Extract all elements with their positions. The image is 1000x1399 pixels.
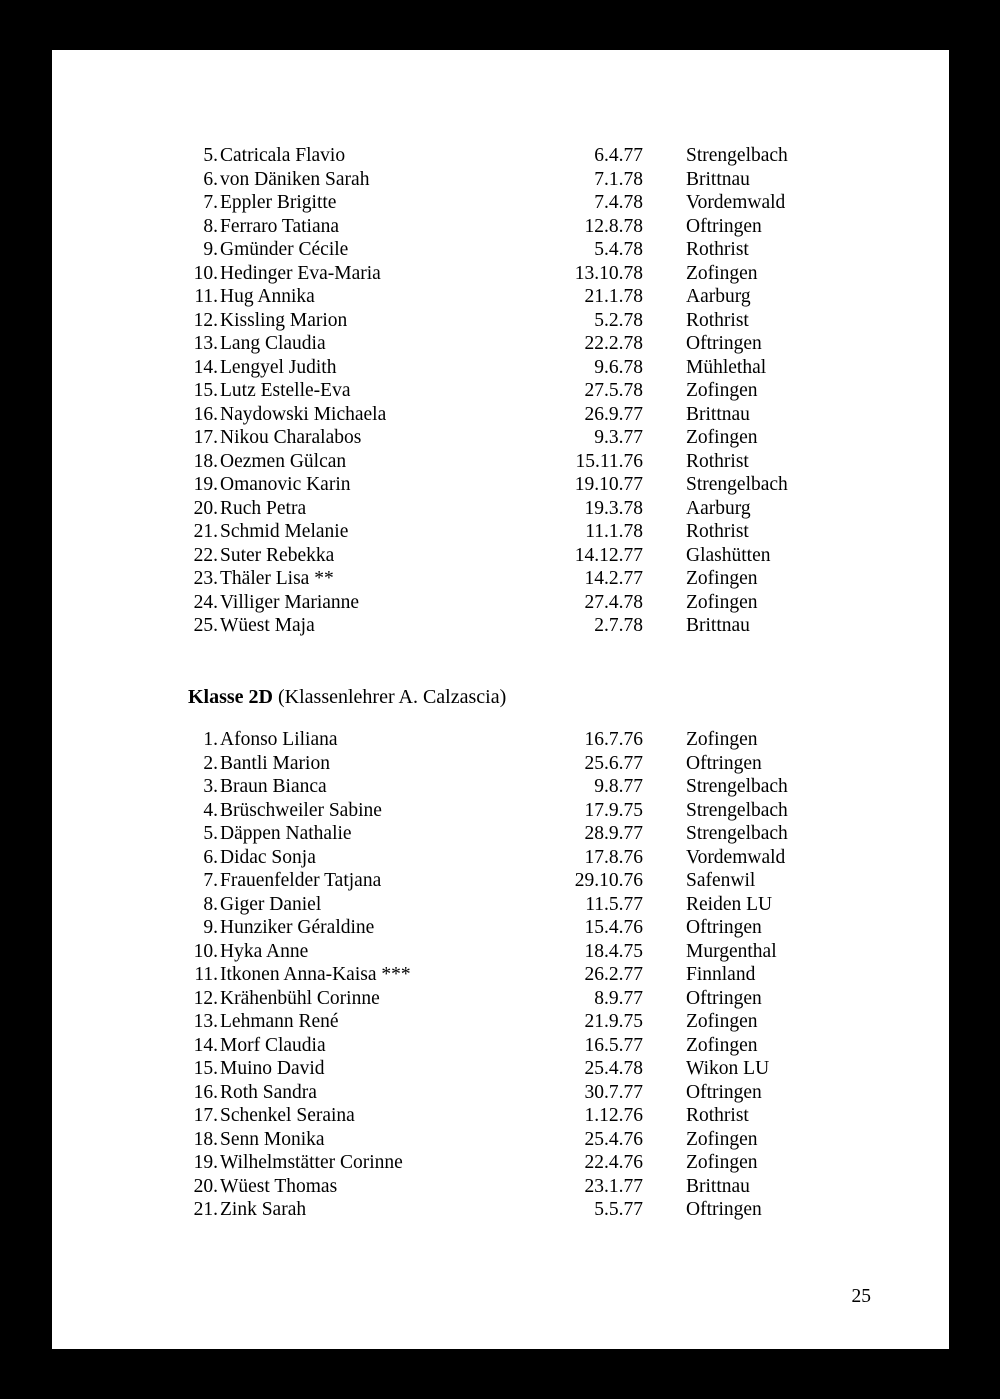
list-item xyxy=(52,473,949,497)
item-number: 9. xyxy=(203,239,218,260)
item-number: 14. xyxy=(193,356,218,378)
birth-date: 26.9.77 xyxy=(584,403,643,425)
list-item xyxy=(52,893,949,917)
student-name: Brüschweiler Sabine xyxy=(220,799,382,821)
student-name: Nikou Charalabos xyxy=(220,427,362,448)
list-item xyxy=(52,426,949,450)
birth-date: 5.4.78 xyxy=(594,239,643,260)
list-item xyxy=(52,215,949,239)
item-number: 20. xyxy=(193,1175,218,1197)
hometown: Zofingen xyxy=(686,427,758,448)
hometown: Vordemwald xyxy=(686,192,786,213)
hometown: Strengelbach xyxy=(686,823,788,844)
list-item xyxy=(52,262,949,286)
list-item xyxy=(52,963,949,987)
list-item xyxy=(52,1128,949,1152)
list-item xyxy=(52,775,949,799)
hometown: Aarburg xyxy=(686,286,751,307)
student-name: Lehmann René xyxy=(220,1011,339,1032)
hometown: Rothrist xyxy=(686,309,749,331)
student-name: Hug Annika xyxy=(220,286,315,307)
birth-date: 7.4.78 xyxy=(594,192,643,213)
item-number: 10. xyxy=(193,940,218,962)
item-number: 7. xyxy=(203,870,218,891)
student-name: Hyka Anne xyxy=(220,940,309,962)
birth-date: 17.9.75 xyxy=(584,799,643,821)
hometown: Strengelbach xyxy=(686,145,788,166)
birth-date: 13.10.78 xyxy=(574,262,643,284)
student-name: Frauenfelder Tatjana xyxy=(220,870,382,891)
birth-date: 21.9.75 xyxy=(584,1011,643,1032)
hometown: Strengelbach xyxy=(686,799,788,821)
birth-date: 16.5.77 xyxy=(584,1034,643,1056)
birth-date: 5.5.77 xyxy=(594,1199,643,1220)
hometown: Murgenthal xyxy=(686,940,777,962)
item-number: 15. xyxy=(193,1058,218,1079)
student-name: Didac Sonja xyxy=(220,846,316,868)
student-name: Lutz Estelle-Eva xyxy=(220,380,351,401)
hometown: Zofingen xyxy=(686,729,758,750)
hometown: Strengelbach xyxy=(686,474,788,495)
student-name: Omanovic Karin xyxy=(220,474,351,495)
hometown: Oftringen xyxy=(686,987,762,1009)
list-item xyxy=(52,822,949,846)
document-page xyxy=(52,50,949,1349)
student-name: Naydowski Michaela xyxy=(220,403,387,425)
birth-date: 7.1.78 xyxy=(594,168,643,190)
hometown: Zofingen xyxy=(686,568,758,589)
list-item xyxy=(52,191,949,215)
item-number: 18. xyxy=(193,1128,218,1150)
hometown: Zofingen xyxy=(686,591,758,613)
list-item xyxy=(52,1010,949,1034)
birth-date: 21.1.78 xyxy=(584,286,643,307)
item-number: 13. xyxy=(193,333,218,354)
list-item xyxy=(52,1151,949,1175)
section-heading xyxy=(188,686,506,709)
hometown: Zofingen xyxy=(686,1128,758,1150)
item-number: 13. xyxy=(193,1011,218,1032)
student-name: Zink Sarah xyxy=(220,1199,307,1220)
item-number: 12. xyxy=(193,309,218,331)
item-number: 4. xyxy=(203,799,218,821)
hometown: Brittnau xyxy=(686,1175,750,1197)
student-name: Roth Sandra xyxy=(220,1081,317,1103)
list-item xyxy=(52,238,949,262)
list-item xyxy=(52,379,949,403)
student-name: Ferraro Tatiana xyxy=(220,215,340,237)
item-number: 5. xyxy=(203,823,218,844)
student-name: Wüest Maja xyxy=(220,615,315,636)
list-item xyxy=(52,497,949,521)
student-list-1 xyxy=(52,144,949,638)
list-item xyxy=(52,1104,949,1128)
student-name: Itkonen Anna-Kaisa *** xyxy=(220,964,411,985)
item-number: 11. xyxy=(194,964,218,985)
item-number: 2. xyxy=(203,752,218,774)
student-name: Villiger Marianne xyxy=(220,591,360,613)
hometown: Safenwil xyxy=(686,870,756,891)
student-name: Wilhelmstätter Corinne xyxy=(220,1152,403,1173)
list-item xyxy=(52,591,949,615)
student-name: Afonso Liliana xyxy=(220,729,338,750)
student-name: Gmünder Cécile xyxy=(220,239,349,260)
student-name: Catricala Flavio xyxy=(220,145,346,166)
item-number: 3. xyxy=(203,776,218,797)
birth-date: 1.12.76 xyxy=(584,1105,643,1126)
hometown: Strengelbach xyxy=(686,776,788,797)
student-name: Hedinger Eva-Maria xyxy=(220,262,381,284)
hometown: Oftringen xyxy=(686,215,762,237)
list-item xyxy=(52,799,949,823)
hometown: Brittnau xyxy=(686,403,750,425)
birth-date: 25.6.77 xyxy=(584,752,643,774)
birth-date: 11.5.77 xyxy=(585,893,643,915)
list-item xyxy=(52,846,949,870)
item-number: 21. xyxy=(193,1199,218,1220)
student-name: Schmid Melanie xyxy=(220,521,349,542)
student-name: Lengyel Judith xyxy=(220,356,337,378)
hometown: Wikon LU xyxy=(686,1058,770,1079)
item-number: 8. xyxy=(203,893,218,915)
hometown: Aarburg xyxy=(686,497,751,519)
item-number: 20. xyxy=(193,497,218,519)
item-number: 1. xyxy=(203,729,218,750)
hometown: Oftringen xyxy=(686,1081,762,1103)
birth-date: 26.2.77 xyxy=(584,964,643,985)
birth-date: 9.3.77 xyxy=(594,427,643,448)
item-number: 6. xyxy=(203,846,218,868)
student-name: Giger Daniel xyxy=(220,893,322,915)
list-item xyxy=(52,544,949,568)
birth-date: 2.7.78 xyxy=(594,615,643,636)
birth-date: 29.10.76 xyxy=(574,870,643,891)
list-item xyxy=(52,614,949,638)
birth-date: 25.4.76 xyxy=(584,1128,643,1150)
birth-date: 14.2.77 xyxy=(584,568,643,589)
student-name: Oezmen Gülcan xyxy=(220,450,347,472)
section-heading-bold: Klasse 2D xyxy=(188,686,273,708)
student-name: Morf Claudia xyxy=(220,1034,326,1056)
item-number: 18. xyxy=(193,450,218,472)
hometown: Rothrist xyxy=(686,1105,749,1126)
item-number: 22. xyxy=(193,544,218,566)
hometown: Vordemwald xyxy=(686,846,786,868)
item-number: 8. xyxy=(203,215,218,237)
student-name: Muino David xyxy=(220,1058,325,1079)
item-number: 25. xyxy=(193,615,218,636)
birth-date: 28.9.77 xyxy=(584,823,643,844)
list-item xyxy=(52,940,949,964)
birth-date: 16.7.76 xyxy=(584,729,643,750)
birth-date: 9.8.77 xyxy=(594,776,643,797)
hometown: Oftringen xyxy=(686,917,762,938)
list-item xyxy=(52,916,949,940)
page-number: 25 xyxy=(851,1286,871,1307)
hometown: Oftringen xyxy=(686,1199,762,1220)
birth-date: 5.2.78 xyxy=(594,309,643,331)
item-number: 9. xyxy=(203,917,218,938)
item-number: 6. xyxy=(203,168,218,190)
item-number: 24. xyxy=(193,591,218,613)
list-item xyxy=(52,168,949,192)
item-number: 15. xyxy=(193,380,218,401)
birth-date: 15.11.76 xyxy=(575,450,643,472)
hometown: Zofingen xyxy=(686,262,758,284)
birth-date: 8.9.77 xyxy=(594,987,643,1009)
birth-date: 22.4.76 xyxy=(584,1152,643,1173)
item-number: 16. xyxy=(193,403,218,425)
hometown: Finnland xyxy=(686,964,756,985)
hometown: Brittnau xyxy=(686,168,750,190)
birth-date: 11.1.78 xyxy=(585,521,643,542)
birth-date: 27.5.78 xyxy=(584,380,643,401)
item-number: 17. xyxy=(193,427,218,448)
birth-date: 18.4.75 xyxy=(584,940,643,962)
birth-date: 9.6.78 xyxy=(594,356,643,378)
list-item xyxy=(52,869,949,893)
student-name: Thäler Lisa ** xyxy=(220,568,334,589)
hometown: Zofingen xyxy=(686,1034,758,1056)
list-item xyxy=(52,309,949,333)
hometown: Zofingen xyxy=(686,1152,758,1173)
student-name: Krähenbühl Corinne xyxy=(220,987,380,1009)
birth-date: 14.12.77 xyxy=(574,544,643,566)
hometown: Rothrist xyxy=(686,450,749,472)
item-number: 10. xyxy=(193,262,218,284)
list-item xyxy=(52,520,949,544)
hometown: Oftringen xyxy=(686,752,762,774)
list-item xyxy=(52,1198,949,1222)
hometown: Mühlethal xyxy=(686,356,767,378)
student-name: Senn Monika xyxy=(220,1128,325,1150)
birth-date: 15.4.76 xyxy=(584,917,643,938)
item-number: 16. xyxy=(193,1081,218,1103)
hometown: Oftringen xyxy=(686,333,762,354)
list-item xyxy=(52,403,949,427)
birth-date: 6.4.77 xyxy=(594,145,643,166)
birth-date: 19.10.77 xyxy=(574,474,643,495)
item-number: 14. xyxy=(193,1034,218,1056)
item-number: 5. xyxy=(203,145,218,166)
student-list-2 xyxy=(52,728,949,1222)
item-number: 19. xyxy=(193,1152,218,1173)
list-item xyxy=(52,752,949,776)
student-name: Ruch Petra xyxy=(220,497,307,519)
item-number: 23. xyxy=(193,568,218,589)
student-name: Braun Bianca xyxy=(220,776,327,797)
list-item xyxy=(52,1175,949,1199)
item-number: 17. xyxy=(193,1105,218,1126)
student-name: Kissling Marion xyxy=(220,309,348,331)
list-item xyxy=(52,1057,949,1081)
item-number: 11. xyxy=(194,286,218,307)
item-number: 12. xyxy=(193,987,218,1009)
item-number: 19. xyxy=(193,474,218,495)
hometown: Glashütten xyxy=(686,544,771,566)
list-item xyxy=(52,728,949,752)
item-number: 21. xyxy=(193,521,218,542)
student-name: Eppler Brigitte xyxy=(220,192,337,213)
birth-date: 17.8.76 xyxy=(584,846,643,868)
student-name: Däppen Nathalie xyxy=(220,823,352,844)
list-item xyxy=(52,1034,949,1058)
hometown: Reiden LU xyxy=(686,893,773,915)
list-item xyxy=(52,332,949,356)
birth-date: 25.4.78 xyxy=(584,1058,643,1079)
item-number: 7. xyxy=(203,192,218,213)
list-item xyxy=(52,987,949,1011)
birth-date: 30.7.77 xyxy=(584,1081,643,1103)
list-item xyxy=(52,1081,949,1105)
birth-date: 19.3.78 xyxy=(584,497,643,519)
student-name: Bantli Marion xyxy=(220,752,330,774)
birth-date: 12.8.78 xyxy=(584,215,643,237)
hometown: Rothrist xyxy=(686,521,749,542)
list-item xyxy=(52,450,949,474)
list-item xyxy=(52,144,949,168)
list-item xyxy=(52,356,949,380)
student-name: Lang Claudia xyxy=(220,333,326,354)
section-heading-rest: (Klassenlehrer A. Calzascia) xyxy=(273,686,507,708)
hometown: Brittnau xyxy=(686,615,750,636)
student-name: Hunziker Géraldine xyxy=(220,917,375,938)
hometown: Rothrist xyxy=(686,239,749,260)
hometown: Zofingen xyxy=(686,1011,758,1032)
birth-date: 23.1.77 xyxy=(584,1175,643,1197)
student-name: Schenkel Seraina xyxy=(220,1105,355,1126)
student-name: Wüest Thomas xyxy=(220,1175,338,1197)
student-name: von Däniken Sarah xyxy=(220,168,370,190)
birth-date: 22.2.78 xyxy=(584,333,643,354)
student-name: Suter Rebekka xyxy=(220,544,335,566)
list-item xyxy=(52,567,949,591)
hometown: Zofingen xyxy=(686,380,758,401)
list-item xyxy=(52,285,949,309)
birth-date: 27.4.78 xyxy=(584,591,643,613)
